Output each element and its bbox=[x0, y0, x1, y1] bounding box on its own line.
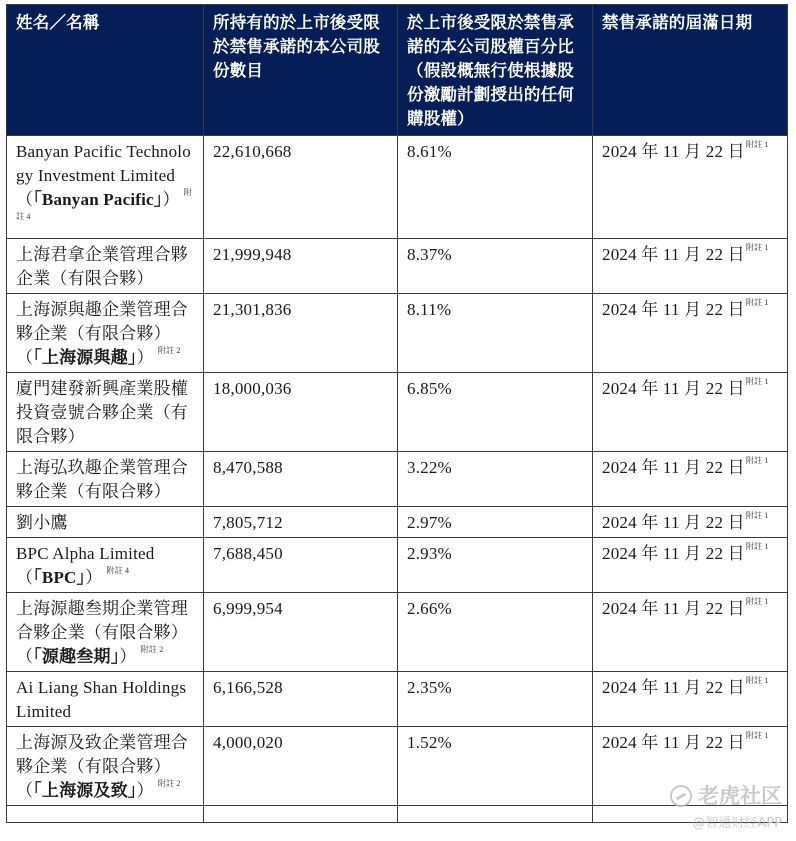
lockup-table bbox=[6, 4, 788, 823]
share-percentage: 6.85% bbox=[398, 373, 593, 452]
header-percentage: 於上市後受限於禁售承諾的本公司股權百分比（假設概無行使根據股份激勵計劃授出的任何購股權） bbox=[398, 5, 593, 136]
table-row bbox=[7, 136, 788, 239]
holder-name: 廈門建發新興產業股權投資壹號合夥企業（有限合夥） bbox=[7, 373, 204, 452]
share-count: 21,999,948 bbox=[204, 239, 398, 294]
expiry-date: 2024 年 11 月 22 日$^{附註 1}$ bbox=[593, 452, 788, 507]
holder-name: 劉小鷹 bbox=[7, 507, 204, 538]
share-percentage: 8.61% bbox=[398, 136, 593, 239]
share-count: 6,166,528 bbox=[204, 672, 398, 727]
share-count: 21,301,836 bbox=[204, 294, 398, 373]
share-count: 22,610,668 bbox=[204, 136, 398, 239]
footnote-ref: 附註 1 bbox=[745, 140, 769, 149]
footnote-ref: 附註 4 bbox=[106, 566, 130, 575]
share-count: 4,000,020 bbox=[204, 727, 398, 806]
holder-short-name: 「Banyan Pacific」 bbox=[33, 190, 163, 209]
footnote-ref: 附註 2 bbox=[140, 645, 164, 654]
share-percentage: 2.35% bbox=[398, 672, 593, 727]
watermark-bottom-text: @智通财经APP bbox=[692, 816, 782, 831]
footnote-ref: 附註 1 bbox=[745, 377, 769, 386]
expiry-date: 2024 年 11 月 22 日$^{附註 1}$ bbox=[593, 373, 788, 452]
holder-name: Ai Liang Shan Holdings Limited bbox=[7, 672, 204, 727]
holder-name: 上海弘玖趣企業管理合夥企業（有限合夥） bbox=[7, 452, 204, 507]
header-expiry-date: 禁售承諾的屆滿日期 bbox=[593, 5, 788, 136]
footnote-ref: 附註 1 bbox=[745, 676, 769, 685]
expiry-date: 2024 年 11 月 22 日$^{附註 1}$ bbox=[593, 727, 788, 806]
share-percentage: 8.11% bbox=[398, 294, 593, 373]
expiry-date: 2024 年 11 月 22 日$^{附註 1}$ bbox=[593, 507, 788, 538]
holder-name: BPC Alpha Limited （「BPC」） $^{附註 4}$ bbox=[7, 538, 204, 593]
share-count: 7,805,712 bbox=[204, 507, 398, 538]
header-shares: 所持有的於上市後受限於禁售承諾的本公司股份數目 bbox=[204, 5, 398, 136]
table-cell bbox=[398, 806, 593, 823]
table-row bbox=[7, 452, 788, 507]
share-count: 18,000,036 bbox=[204, 373, 398, 452]
expiry-date: 2024 年 11 月 22 日$^{附註 1}$ bbox=[593, 294, 788, 373]
footnote-ref: 附註 1 bbox=[745, 298, 769, 307]
share-percentage: 8.37% bbox=[398, 239, 593, 294]
expiry-date: 2024 年 11 月 22 日$^{附註 1}$ bbox=[593, 672, 788, 727]
share-percentage: 2.66% bbox=[398, 593, 593, 672]
footnote-ref: 附註 1 bbox=[745, 597, 769, 606]
holder-name: 上海源與趣企業管理合夥企業（有限合夥）（「上海源與趣」） $^{附註 2}$ bbox=[7, 294, 204, 373]
holder-name: 上海源及致企業管理合夥企業（有限合夥）（「上海源及致」） $^{附註 2}$ bbox=[7, 727, 204, 806]
holder-name: Banyan Pacific Technology Investment Limited （「Banyan Pacific」） $^{附註 4}$ bbox=[7, 136, 204, 239]
table-row bbox=[7, 239, 788, 294]
share-percentage: 2.93% bbox=[398, 538, 593, 593]
share-count: 7,688,450 bbox=[204, 538, 398, 593]
table-row bbox=[7, 373, 788, 452]
expiry-date: 2024 年 11 月 22 日$^{附註 1}$ bbox=[593, 239, 788, 294]
share-count: 8,470,588 bbox=[204, 452, 398, 507]
expiry-date: 2024 年 11 月 22 日$^{附註 1}$ bbox=[593, 593, 788, 672]
footnote-ref: 附註 1 bbox=[745, 243, 769, 252]
watermark bbox=[670, 783, 782, 833]
holder-short-name: 「源趣叁期」 bbox=[33, 647, 120, 666]
share-percentage: 2.97% bbox=[398, 507, 593, 538]
watermark-top-text: 老虎社区 bbox=[698, 784, 782, 808]
table-row bbox=[7, 593, 788, 672]
footnote-ref: 附註 1 bbox=[745, 542, 769, 551]
header-row bbox=[7, 5, 788, 136]
header-name: 姓名／名稱 bbox=[7, 5, 204, 136]
footnote-ref: 附註 1 bbox=[745, 456, 769, 465]
holder-short-name: 「BPC」 bbox=[33, 568, 86, 587]
holder-name: 上海君拿企業管理合夥企業（有限合夥） bbox=[7, 239, 204, 294]
holder-short-name: 「上海源與趣」 bbox=[33, 348, 137, 367]
expiry-date: 2024 年 11 月 22 日$^{附註 1}$ bbox=[593, 538, 788, 593]
footnote-ref: 附註 1 bbox=[745, 731, 769, 740]
tiger-logo-icon bbox=[670, 785, 692, 807]
table-cell bbox=[204, 806, 398, 823]
share-percentage: 1.52% bbox=[398, 727, 593, 806]
footnote-ref: 附註 1 bbox=[745, 511, 769, 520]
table-cell bbox=[7, 806, 204, 823]
footnote-ref: 附註 4 bbox=[16, 188, 192, 221]
holder-short-name: 「上海源及致」 bbox=[33, 781, 137, 800]
table-row bbox=[7, 538, 788, 593]
table-body bbox=[7, 136, 788, 823]
table-row bbox=[7, 507, 788, 538]
expiry-date: 2024 年 11 月 22 日$^{附註 1}$ bbox=[593, 136, 788, 239]
footnote-ref: 附註 2 bbox=[157, 779, 181, 788]
share-count: 6,999,954 bbox=[204, 593, 398, 672]
holder-name: 上海源趣叁期企業管理合夥企業（有限合夥）（「源趣叁期」） $^{附註 2}$ bbox=[7, 593, 204, 672]
footnote-ref: 附註 2 bbox=[157, 346, 181, 355]
table-row bbox=[7, 672, 788, 727]
table-row bbox=[7, 294, 788, 373]
share-percentage: 3.22% bbox=[398, 452, 593, 507]
